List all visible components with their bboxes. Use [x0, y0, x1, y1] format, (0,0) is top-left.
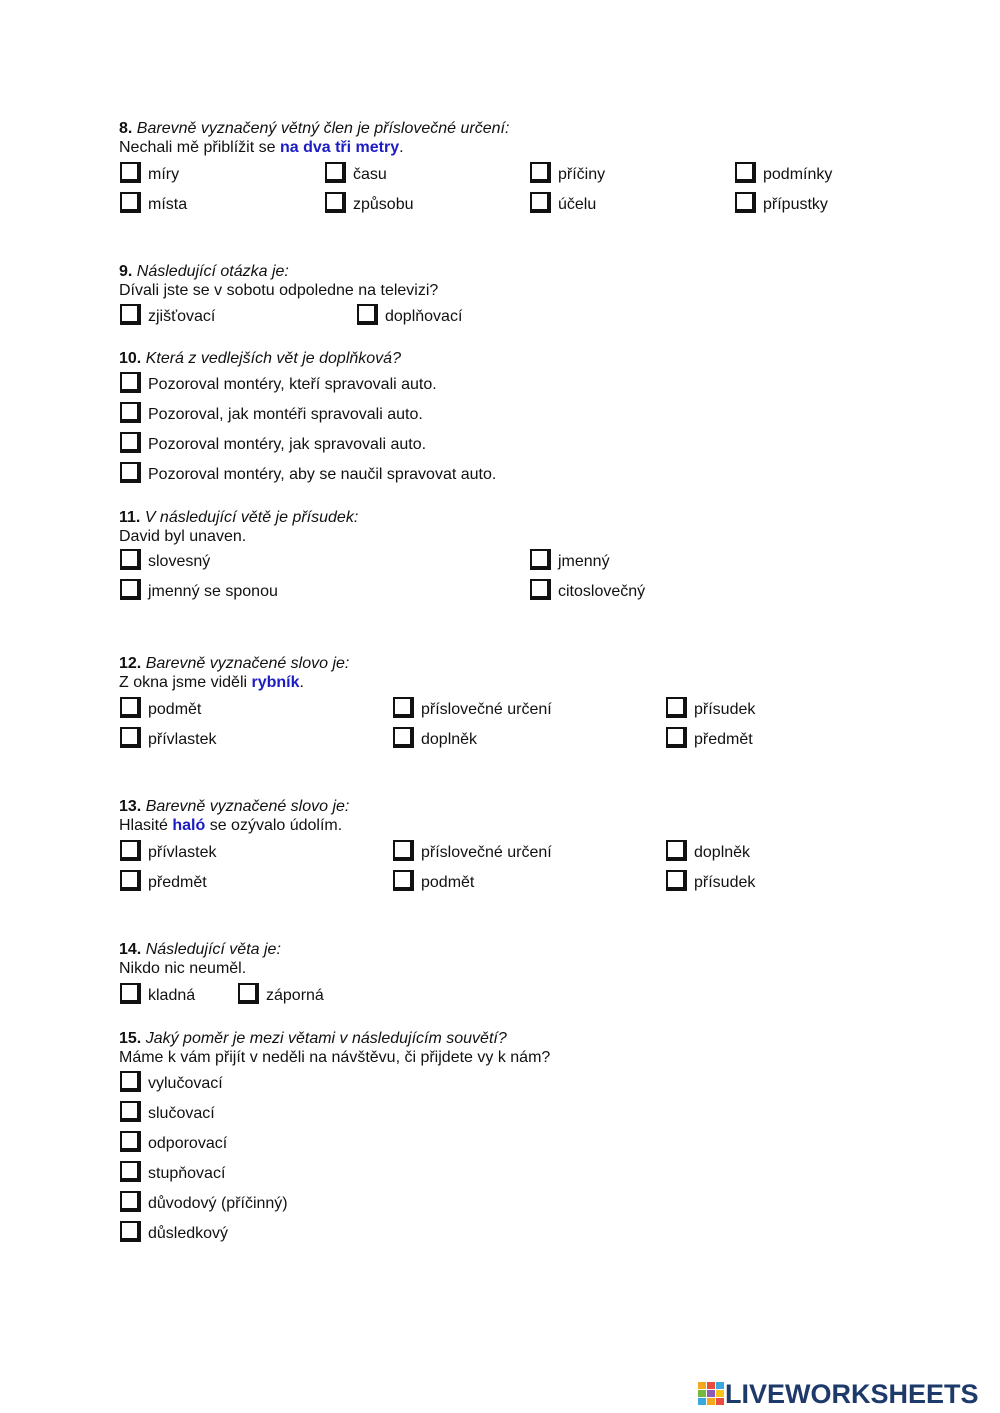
option-label: kladná [148, 987, 196, 1004]
question-12 [119, 654, 349, 692]
question-number: 15. [119, 1030, 142, 1047]
option-label: podmět [421, 874, 475, 891]
question-number: 11. [119, 509, 141, 526]
checkbox-icon[interactable] [120, 372, 141, 393]
checkbox-icon[interactable] [120, 1101, 141, 1122]
checkbox-icon[interactable] [530, 192, 551, 213]
question-prompt: V následující větě je přísudek: [144, 509, 359, 526]
option-label: způsobu [353, 196, 414, 213]
logo-icon [698, 1382, 724, 1406]
question-prompt: Barevně vyznačené slovo je: [145, 655, 350, 672]
checkbox-icon[interactable] [120, 1071, 141, 1092]
question-14-sentence: Nikdo nic neuměl. [119, 960, 247, 977]
option-label: jmenný se sponou [148, 583, 278, 600]
option-label: přísudek [694, 874, 756, 891]
question-prompt: Barevně vyznačený větný člen je příslovečné určení: [136, 120, 510, 137]
question-14-header [119, 940, 281, 959]
option-label: doplňovací [385, 308, 463, 325]
question-11-header [119, 508, 358, 527]
checkbox-icon[interactable] [120, 1131, 141, 1152]
option-label: přívlastek [148, 844, 217, 861]
highlighted-word: haló [172, 817, 206, 834]
checkbox-icon[interactable] [120, 1221, 141, 1242]
option-label: doplněk [421, 731, 478, 748]
question-10-header [119, 349, 401, 368]
question-number: 10. [119, 350, 142, 367]
checkbox-icon[interactable] [666, 697, 687, 718]
question-9-header [119, 262, 438, 281]
checkbox-icon[interactable] [120, 870, 141, 891]
option-label: záporná [266, 987, 324, 1004]
option-label: přívlastek [148, 731, 217, 748]
option-label: důvodový (příčinný) [148, 1195, 288, 1212]
option-label: vylučovací [148, 1075, 223, 1092]
checkbox-icon[interactable] [357, 304, 378, 325]
checkbox-icon[interactable] [120, 304, 141, 325]
question-12-header [119, 654, 349, 673]
sentence-text: se ozývalo údolím. [205, 817, 343, 834]
sentence-text: Z okna jsme viděli [119, 674, 252, 691]
checkbox-icon[interactable] [530, 579, 551, 600]
option-label: podmět [148, 701, 202, 718]
question-number: 12. [119, 655, 142, 672]
checkbox-icon[interactable] [120, 579, 141, 600]
question-number: 8. [119, 120, 133, 137]
question-13 [119, 797, 349, 835]
highlighted-word: rybník [251, 674, 300, 691]
liveworksheets-logo [698, 1378, 994, 1410]
option-label: slovesný [148, 553, 211, 570]
checkbox-icon[interactable] [666, 727, 687, 748]
checkbox-icon[interactable] [120, 549, 141, 570]
question-8-header [119, 119, 509, 138]
sentence-text: . [399, 139, 404, 156]
question-15 [119, 1029, 550, 1067]
question-prompt: Barevně vyznačené slovo je: [145, 798, 350, 815]
sentence-text: Nechali mě přiblížit se [119, 139, 280, 156]
checkbox-icon[interactable] [393, 840, 414, 861]
option-label: místa [148, 196, 188, 213]
question-number: 14. [119, 941, 142, 958]
option-label: Pozoroval montéry, kteří spravovali auto. [148, 376, 437, 393]
checkbox-icon[interactable] [735, 162, 756, 183]
question-13-header [119, 797, 349, 816]
option-label: příslovečné určení [421, 701, 552, 718]
option-label: slučovací [148, 1105, 215, 1122]
question-9-sentence: Dívali jste se v sobotu odpoledne na televizi? [119, 282, 439, 299]
checkbox-icon[interactable] [120, 432, 141, 453]
question-number: 13. [119, 798, 142, 815]
question-11-sentence: David byl unaven. [119, 528, 247, 545]
checkbox-icon[interactable] [666, 870, 687, 891]
checkbox-icon[interactable] [735, 192, 756, 213]
option-label: Pozoroval, jak montéři spravovali auto. [148, 406, 423, 423]
logo-text: LIVEWORKSHEETS [725, 1379, 979, 1409]
checkbox-icon[interactable] [120, 697, 141, 718]
option-label: zjišťovací [148, 308, 216, 325]
checkbox-icon[interactable] [325, 192, 346, 213]
checkbox-icon[interactable] [120, 983, 141, 1004]
option-label: doplněk [694, 844, 751, 861]
option-label: citoslovečný [558, 583, 646, 600]
option-label: míry [148, 166, 180, 183]
checkbox-icon[interactable] [120, 402, 141, 423]
option-label: příčiny [558, 166, 606, 183]
question-prompt: Jaký poměr je mezi větami v následujícím souvětí? [145, 1030, 507, 1047]
option-label: podmínky [763, 166, 833, 183]
question-prompt: Která z vedlejších vět je doplňková? [145, 350, 401, 367]
sentence-text: Hlasité [119, 817, 173, 834]
question-12-sentence [119, 673, 349, 692]
option-label: předmět [148, 874, 207, 891]
question-13-sentence [119, 816, 349, 835]
highlighted-phrase: na dva tři metry [279, 139, 400, 156]
checkbox-icon[interactable] [120, 162, 141, 183]
question-8 [119, 119, 509, 157]
option-label: předmět [694, 731, 753, 748]
question-prompt: Následující věta je: [145, 941, 281, 958]
question-14 [119, 940, 281, 978]
checkbox-icon[interactable] [530, 162, 551, 183]
option-label: odporovací [148, 1135, 228, 1152]
option-label: důsledkový [148, 1225, 229, 1242]
checkbox-icon[interactable] [393, 727, 414, 748]
option-label: přísudek [694, 701, 756, 718]
option-label: příslovečné určení [421, 844, 552, 861]
checkbox-icon[interactable] [120, 462, 141, 483]
checkbox-icon[interactable] [325, 162, 346, 183]
checkbox-icon[interactable] [238, 983, 259, 1004]
checkbox-icon[interactable] [393, 697, 414, 718]
question-15-header [119, 1029, 550, 1048]
checkbox-icon[interactable] [120, 192, 141, 213]
checkbox-icon[interactable] [120, 840, 141, 861]
option-label: času [353, 166, 387, 183]
option-label: stupňovací [148, 1165, 226, 1182]
question-9 [119, 262, 438, 300]
question-number: 9. [119, 263, 133, 280]
question-11 [119, 508, 358, 546]
question-15-sentence: Máme k vám přijít v neděli na návštěvu, či přijdete vy k nám? [119, 1049, 551, 1066]
option-label: jmenný [558, 553, 610, 570]
checkbox-icon[interactable] [120, 1191, 141, 1212]
checkbox-icon[interactable] [666, 840, 687, 861]
option-label: přípustky [763, 196, 828, 213]
question-8-sentence [119, 138, 509, 157]
option-label: Pozoroval montéry, aby se naučil spravovat auto. [148, 466, 497, 483]
question-10 [119, 349, 401, 368]
option-label: Pozoroval montéry, jak spravovali auto. [148, 436, 427, 453]
sentence-text: . [299, 674, 304, 691]
checkbox-icon[interactable] [120, 727, 141, 748]
option-label: účelu [558, 196, 597, 213]
question-prompt: Následující otázka je: [136, 263, 289, 280]
checkbox-icon[interactable] [393, 870, 414, 891]
checkbox-icon[interactable] [120, 1161, 141, 1182]
checkbox-icon[interactable] [530, 549, 551, 570]
